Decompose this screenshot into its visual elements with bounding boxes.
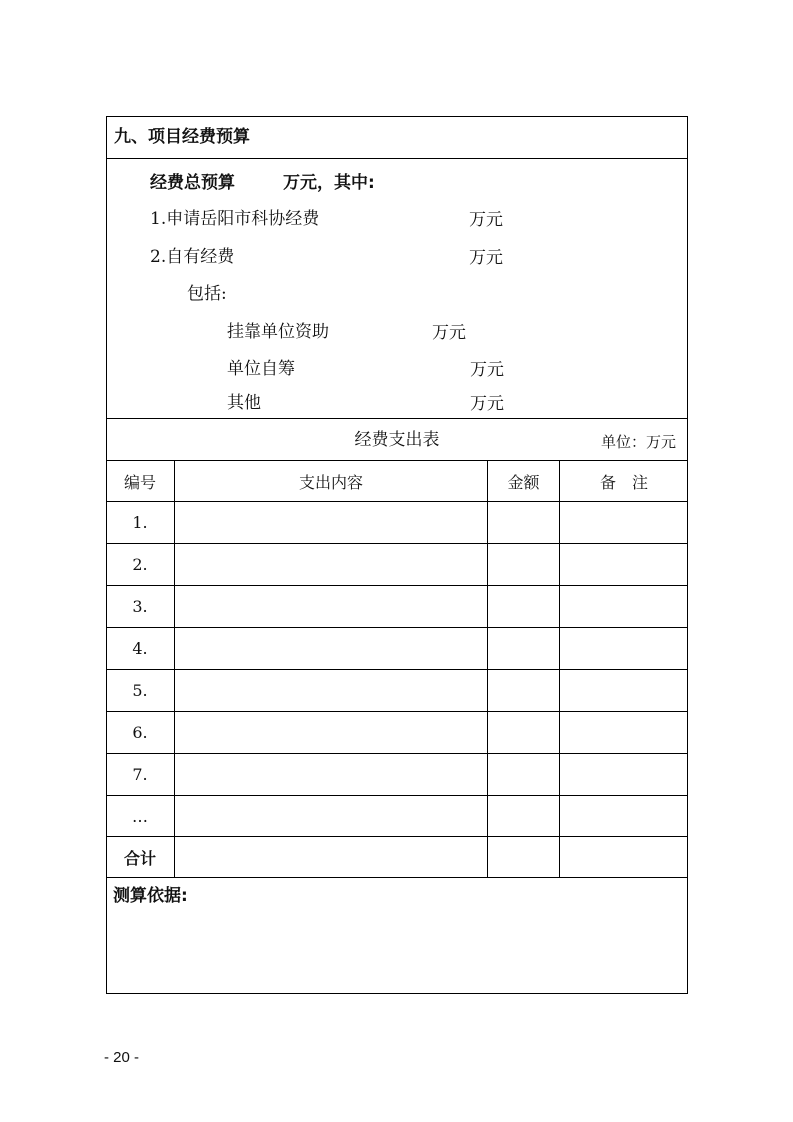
sub-item-label: 单位自筹 xyxy=(227,359,295,379)
row-number: 4. xyxy=(132,639,148,658)
col-rule-1 xyxy=(174,460,175,877)
total-budget-label: 经费总预算 xyxy=(150,173,235,193)
sub-item-label: 其他 xyxy=(227,393,261,413)
header-content: 支出内容 xyxy=(298,472,363,492)
budget-item-label: 2.自有经费 xyxy=(150,247,235,267)
sub-item-unit: 万元 xyxy=(470,394,504,414)
rule-row-2 xyxy=(106,585,688,586)
row-number: 3. xyxy=(132,597,148,616)
total-row-label: 合计 xyxy=(123,848,156,868)
section-title: 九、项目经费预算 xyxy=(114,127,250,147)
sub-item-label: 挂靠单位资助 xyxy=(227,322,329,342)
row-number: 2. xyxy=(132,555,148,574)
col-rule-3 xyxy=(559,460,560,877)
budget-item-label: 1.申请岳阳市科协经费 xyxy=(150,209,320,229)
expense-table-title: 经费支出表 xyxy=(354,430,440,450)
rule-title xyxy=(106,158,688,159)
rule-row-7 xyxy=(106,795,688,796)
rule-row-3 xyxy=(106,627,688,628)
header-number: 编号 xyxy=(123,472,156,492)
budget-item-unit: 万元 xyxy=(469,210,503,230)
row-number: … xyxy=(132,806,148,826)
rule-budget xyxy=(106,418,688,419)
sub-item-unit: 万元 xyxy=(470,360,504,380)
include-label: 包括: xyxy=(187,284,227,304)
header-amount: 金额 xyxy=(507,472,540,492)
budget-item-unit: 万元 xyxy=(469,248,503,268)
row-number: 5. xyxy=(132,681,148,700)
rule-total xyxy=(106,877,688,878)
rule-header xyxy=(106,501,688,502)
expense-unit-note: 单位：万元 xyxy=(601,433,677,451)
row-number: 6. xyxy=(132,723,148,742)
header-remarks: 备 注 xyxy=(599,472,648,492)
rule-row-1 xyxy=(106,543,688,544)
row-number: 1. xyxy=(132,513,148,532)
rule-row-5 xyxy=(106,711,688,712)
total-budget-unit: 万元，其中: xyxy=(283,173,375,193)
page-number: - 20 - xyxy=(104,1049,140,1066)
rule-row-8 xyxy=(106,836,688,837)
sub-item-unit: 万元 xyxy=(432,323,466,343)
col-rule-2 xyxy=(487,460,488,877)
rule-row-6 xyxy=(106,753,688,754)
rule-row-4 xyxy=(106,669,688,670)
calculation-basis-label: 测算依据: xyxy=(113,886,188,906)
row-number: 7. xyxy=(132,765,148,784)
